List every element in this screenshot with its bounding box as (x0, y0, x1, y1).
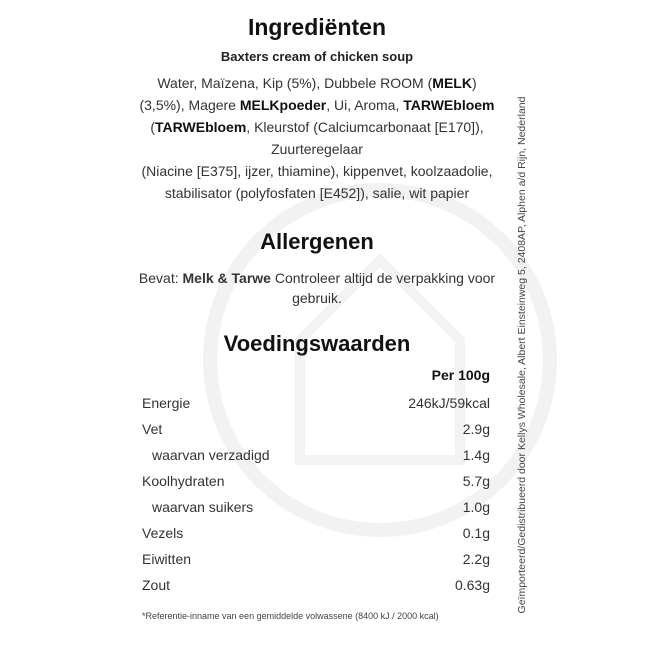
nutrient-value: 0.1g (462, 525, 490, 541)
importer-text: Geïmporteerd/Gedistribueerd door Kellys Wholesale, Albert Einsteinweg 5, 2408AP, Alphen a/d Rijn, Nederland (516, 96, 528, 614)
nutrient-value: 0.63g (454, 577, 490, 593)
nutrient-label: Vet (142, 421, 163, 437)
nutrient-value: 2.2g (462, 551, 490, 567)
nutrient-value: 2.9g (462, 421, 490, 437)
nutrition-row (142, 390, 490, 416)
nutrient-value: 246kJ/59kcal (408, 395, 490, 411)
nutrient-label: waarvan suikers (152, 499, 254, 515)
nutrition-row (142, 520, 490, 546)
allergens-heading: Allergenen (260, 229, 374, 254)
nutrition-row (142, 572, 490, 598)
nutrition-row (142, 468, 490, 494)
nutrient-value: 1.4g (462, 447, 490, 463)
nutrient-label: Zout (142, 577, 171, 593)
column-header: Per 100g (431, 367, 490, 383)
ingredients-heading: Ingrediënten (247, 14, 386, 40)
nutrition-row (142, 494, 490, 520)
nutrition-row (142, 442, 490, 468)
footnote: *Referentie-inname van een gemiddelde volwassene (8400 kJ / 2000 kcal) (142, 611, 439, 621)
nutrition-table (134, 390, 500, 598)
content-column (134, 12, 500, 622)
allergens-text: Bevat: Melk & Tarwe Controleer altijd de verpakking voor gebruik. (138, 270, 496, 306)
nutrition-row (142, 416, 490, 442)
nutrient-value: 5.7g (462, 473, 490, 489)
nutrient-label: Energie (142, 395, 191, 411)
nutrient-label: waarvan verzadigd (152, 447, 270, 463)
product-name: Baxters cream of chicken soup (220, 49, 414, 64)
nutrient-label: Vezels (142, 525, 184, 541)
nutrient-label: Eiwitten (142, 551, 192, 567)
nutrition-heading: Voedingswaarden (223, 331, 411, 356)
nutrition-row (142, 546, 490, 572)
nutrient-value: 1.0g (462, 499, 490, 515)
nutrient-label: Koolhydraten (142, 473, 225, 489)
ingredients-list: Water, Maïzena, Kip (5%), Dubbele ROOM (MELK) (3,5%), Magere MELKpoeder, Ui, Aroma, TARWEbloem (TARWEbloem, Kleurstof (Calciumcarbonaat [E170]), Zuurteregelaar (Niacine [E375], ijzer, thiamine), kippenvet, koolzaadolie, stabilisator (polyfosfaten [E452]), salie, wit papier (139, 75, 495, 201)
